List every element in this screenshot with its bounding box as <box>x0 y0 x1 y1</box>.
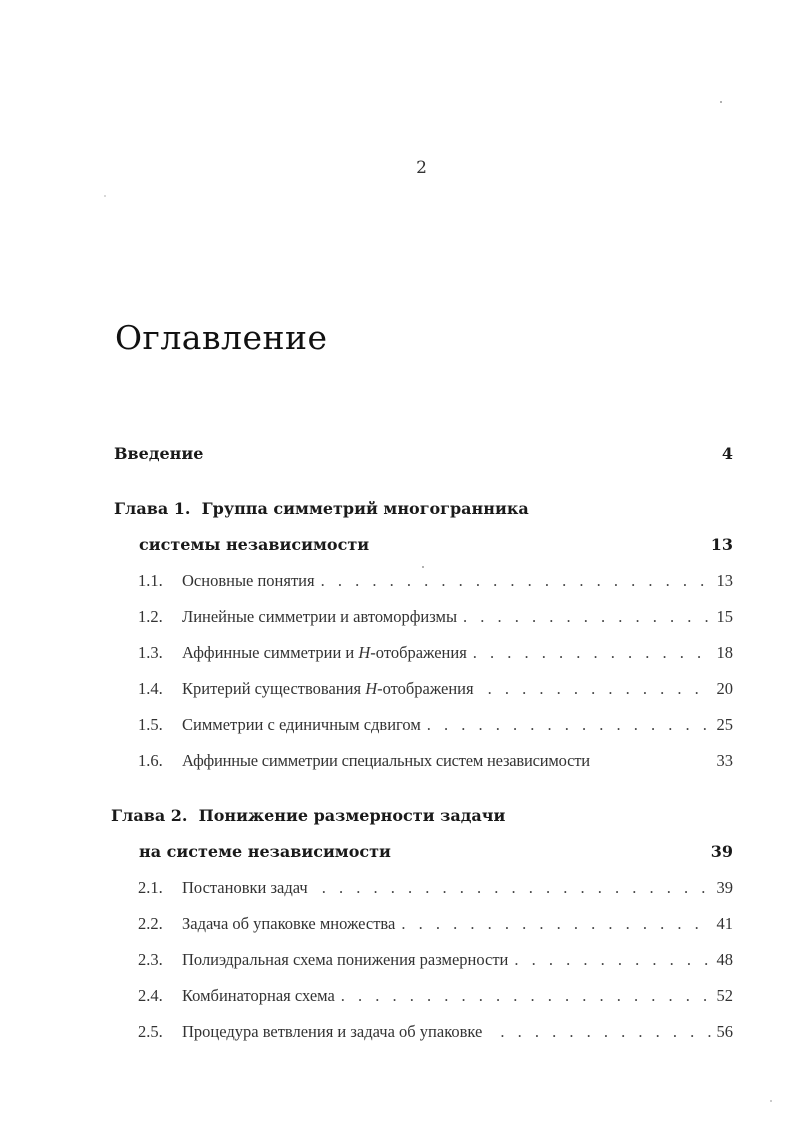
section-page: 39 <box>716 878 733 897</box>
section-title <box>182 643 467 663</box>
toc-chapter-2-continuation[interactable] <box>139 842 733 862</box>
section-number: 2.4. <box>138 986 163 1005</box>
toc-chapter-title: Глава 1. Группа симметрий многогранника <box>114 499 529 518</box>
section-title: Постановки задач <box>182 878 308 897</box>
dot-leader <box>322 878 711 898</box>
scan-speck <box>422 566 424 568</box>
section-page: 52 <box>716 986 733 1005</box>
toc-chapter-2-heading[interactable] <box>111 806 505 826</box>
section-title: Линейные симметрии и автоморфизмы <box>182 607 458 626</box>
dot-leader <box>427 715 711 735</box>
toc-title: Оглавление <box>115 318 328 357</box>
scan-speck <box>720 101 722 103</box>
toc-section-2-1[interactable] <box>138 878 733 898</box>
section-number: 1.5. <box>138 715 163 734</box>
section-title <box>182 679 474 699</box>
section-page: 48 <box>716 950 733 969</box>
section-title-italic: H <box>365 679 378 698</box>
dot-leader <box>500 1022 710 1042</box>
toc-chapter-1-heading[interactable] <box>114 499 529 519</box>
section-title: Задача об упаковке множества <box>182 914 396 933</box>
toc-section-2-2[interactable] <box>138 914 733 934</box>
toc-section-2-4[interactable] <box>138 986 733 1006</box>
dot-leader <box>473 643 711 663</box>
dot-leader <box>341 986 711 1006</box>
page-number: 2 <box>416 158 427 178</box>
toc-section-1-4[interactable] <box>138 679 733 699</box>
section-title: Комбинаторная схема <box>182 986 335 1005</box>
section-title: Аффинные симметрии специальных систем независимости <box>182 751 590 770</box>
toc-section-1-6[interactable] <box>138 751 733 771</box>
section-page: 56 <box>716 1022 733 1041</box>
section-page: 13 <box>716 571 733 590</box>
section-title: Основные понятия <box>182 571 315 590</box>
toc-section-2-3[interactable] <box>138 950 733 970</box>
toc-section-1-2[interactable] <box>138 607 733 627</box>
dot-leader <box>514 950 710 970</box>
toc-chapter-subtitle: системы независимости <box>139 535 370 554</box>
toc-section-1-5[interactable] <box>138 715 733 735</box>
toc-entry-label: Введение <box>114 444 204 463</box>
toc-entry-page: 4 <box>721 444 733 463</box>
section-title-part: -отображения <box>377 679 474 698</box>
toc-chapter-page: 13 <box>710 535 733 554</box>
section-title-italic: H <box>358 643 371 662</box>
dot-leader <box>463 607 710 627</box>
scan-speck <box>104 195 106 197</box>
toc-section-1-1[interactable] <box>138 571 733 591</box>
dot-leader <box>488 679 711 699</box>
section-title-part: Критерий существования <box>182 679 366 698</box>
section-title: Процедура ветвления и задача об упаковке <box>182 1022 483 1041</box>
section-title: Полиэдральная схема понижения размерности <box>182 950 509 969</box>
section-page: 33 <box>716 751 733 770</box>
toc-section-1-3[interactable] <box>138 643 733 663</box>
section-number: 1.6. <box>138 751 163 770</box>
dot-leader <box>321 571 711 591</box>
section-number: 1.2. <box>138 607 163 626</box>
section-page: 18 <box>716 643 733 662</box>
toc-section-2-5[interactable] <box>138 1022 733 1042</box>
section-number: 2.2. <box>138 914 163 933</box>
dot-leader <box>401 914 710 934</box>
toc-entry-intro[interactable] <box>114 444 733 464</box>
section-page: 15 <box>716 607 733 626</box>
section-title-part: Аффинные симметрии и <box>182 643 359 662</box>
section-number: 1.1. <box>138 571 163 590</box>
section-number: 2.3. <box>138 950 163 969</box>
section-page: 41 <box>716 914 733 933</box>
scan-speck <box>770 1100 772 1102</box>
section-page: 20 <box>716 679 733 698</box>
toc-chapter-page: 39 <box>710 842 733 861</box>
section-number: 1.4. <box>138 679 163 698</box>
section-title: Симметрии с единичным сдвигом <box>182 715 421 734</box>
toc-chapter-title: Глава 2. Понижение размерности задачи <box>111 806 506 825</box>
section-page: 25 <box>716 715 733 734</box>
toc-chapter-1-continuation[interactable] <box>139 535 733 555</box>
section-number: 1.3. <box>138 643 163 662</box>
toc-chapter-subtitle: на системе независимости <box>139 842 391 861</box>
section-number: 2.1. <box>138 878 163 897</box>
section-number: 2.5. <box>138 1022 163 1041</box>
section-title-part: -отображения <box>370 643 467 662</box>
